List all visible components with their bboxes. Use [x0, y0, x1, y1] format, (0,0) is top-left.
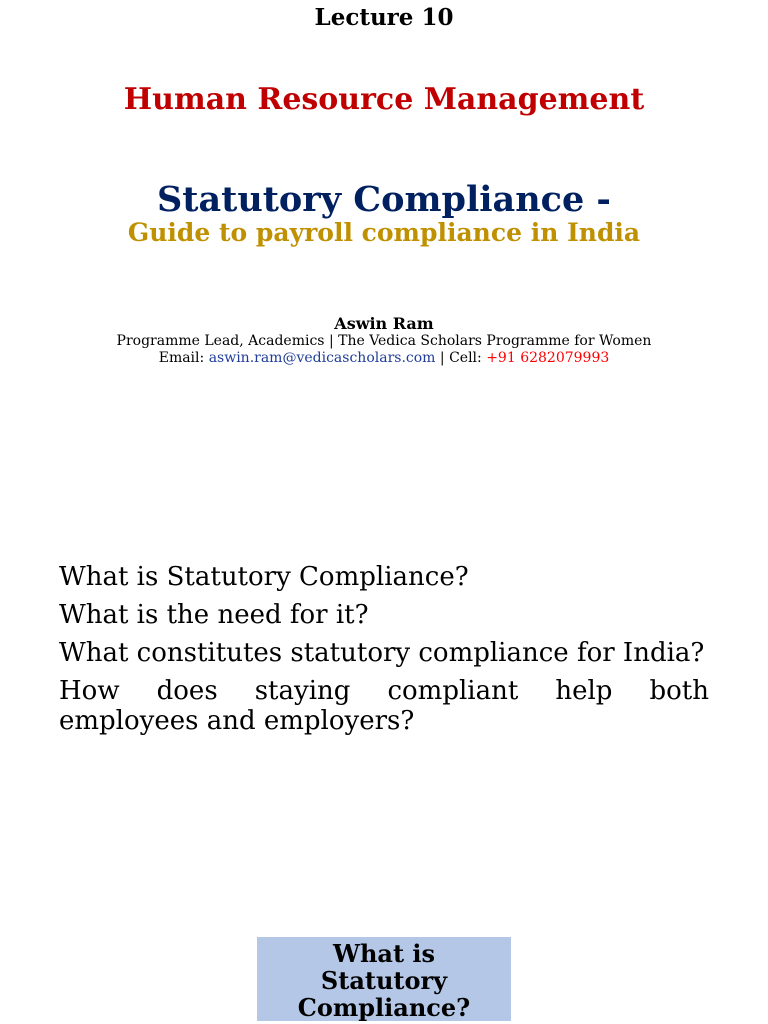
- phone-number: +91 6282079993: [486, 350, 610, 366]
- lecture-number: Lecture 10: [314, 4, 454, 31]
- section-heading-line: What is: [332, 939, 436, 968]
- question-item: What constitutes statutory compliance for India?: [59, 638, 705, 668]
- author-role: Programme Lead, Academics | The Vedica Scholars Programme for Women: [116, 333, 652, 349]
- section-heading-box: [257, 937, 511, 1021]
- email-label: Email:: [158, 350, 209, 366]
- cell-label: | Cell:: [435, 350, 487, 366]
- author-name: Aswin Ram: [334, 314, 434, 333]
- email-link[interactable]: aswin.ram@vedicascholars.com: [208, 350, 436, 366]
- course-title: Human Resource Management: [123, 82, 645, 117]
- presentation-title: Statutory Compliance -: [157, 179, 611, 220]
- presentation-subtitle: Guide to payroll compliance in India: [127, 218, 641, 247]
- section-heading-line: Statutory: [320, 966, 448, 995]
- question-list: [59, 562, 709, 744]
- question-item: What is Statutory Compliance?: [59, 562, 469, 592]
- author-contact: [0, 350, 768, 367]
- question-item: What is the need for it?: [59, 600, 369, 630]
- section-heading-line: Compliance?: [297, 993, 471, 1022]
- question-item: How does staying compliant help both employees and employers?: [59, 676, 709, 736]
